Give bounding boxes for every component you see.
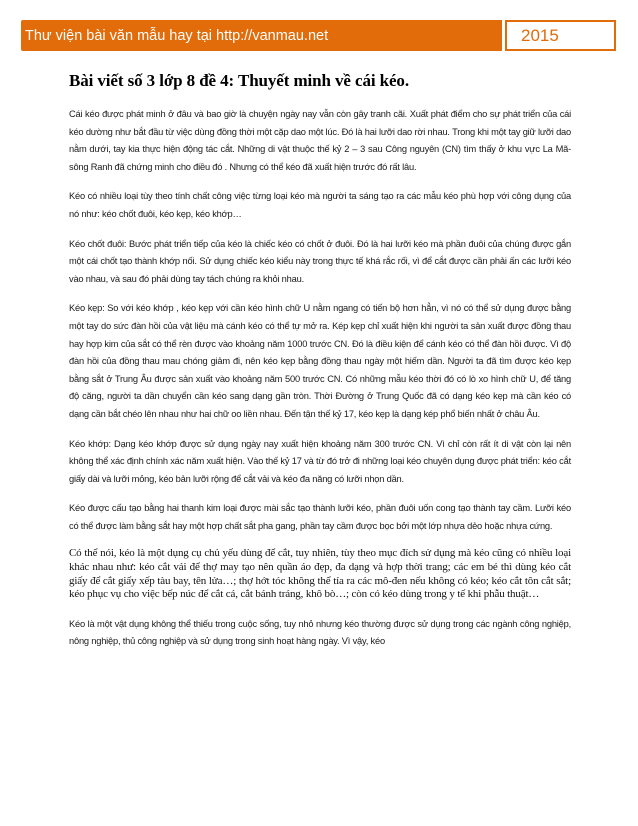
header-site-text[interactable]: Thư viện bài văn mẫu hay tại http://vanmau.net [25,27,329,44]
page-header [21,20,616,51]
paragraph-joint-scissors: Kéo khớp: Dạng kéo khớp được sử dụng ngày nay xuất hiện khoảng năm 300 trước CN. Vì chỉ còn rất ít di vật còn lại nên không thể xác định chính xác năm xuất hiện. Vào thế kỷ 17 và từ đó trở đi những loại kéo chuyên dụng được phát triển: kéo cắt giấy dài và lưỡi mỏng, kéo bản lưỡi rộng để cắt vải và kéo đa năng có lưỡi nhọn dần. [69,438,571,484]
article-body [69,70,571,663]
paragraph-importance: Kéo là một vật dụng không thể thiếu trong cuộc sống, tuy nhỏ nhưng kéo thường được sử dụng trong các ngành công nghiệp, nông nghiệp, thủ công nghiệp và sử dụng trong sinh hoạt hàng ngày. Vì vậy, kéo [69,618,571,647]
header-site-banner [21,20,502,51]
paragraph-origin: Cái kéo được phát minh ở đâu và bao giờ là chuyện ngày nay vẫn còn gây tranh cãi. Xuất phát điểm cho sự phát triển của cái kéo dường như bắt đầu từ việc dùng đồng thời một cặp dao một lúc. Đó là hai lưỡi dao rời nhau. Trong khi một tay giữ lưỡi dao nằm dưới, tay kia thực hiện động tác cắt. Những di vật thuộc thế kỷ 2 – 3 sau Công nguyên (CN) tìm thấy ở khu vực La Mã- sông Ranh đã chứng minh cho điều đó . Nhưng có thể kéo đã xuất hiện trước đó rất lâu. [69,109,571,172]
paragraph-structure: Kéo được cấu tạo bằng hai thanh kim loại được mài sắc tạo thành lưỡi kéo, phần đuôi uốn cong tạo thành tay cầm. Lưỡi kéo có thể được làm bằng sắt hay một hợp chất sắt pha gang, phần tay cầm được bọc bởi một lớp nhựa dẻo hoặc nhựa cứng. [69,503,571,531]
header-year-box [505,20,616,51]
paragraph-types: Kéo có nhiều loại tùy theo tính chất công việc từng loại kéo mà người ta sáng tạo ra các mẫu kéo phù hợp với công dụng của nó như: kéo chốt đuôi, kéo kẹp, kéo khớp… [69,191,571,219]
paragraph-tail-pin-scissors: Kéo chốt đuôi: Bước phát triển tiếp của kéo là chiếc kéo có chốt ở đuôi. Đó là hai lưỡi kéo mà phần đuôi của chúng được gắn một cái chốt tạo thành khớp nối. Sử dụng chiếc kéo kiểu này trong thực tế khá rắc rối, vì để cắt được cần phải ấn các lưỡi kéo vào nhau, và sau đó phải dùng tay tách chúng ra khỏi nhau. [69,238,571,284]
paragraph-clamp-scissors: Kéo kẹp: So với kéo khớp , kéo kẹp với cần kéo hình chữ U nằm ngang có tiến bộ hơn hẳn, vì nó có thể sử dụng được bằng một tay do sức đàn hồi của vật liệu mà cánh kéo có thể tự mở ra. Kép kẹp chỉ xuất hiện khi người ta sản xuất được đồng thau hay hợp kim của sắt có thể rèn được vào khoảng năm 1000 trước CN. Đó là điều kiện để cánh kéo có thể đàn hồi được. Vì độ đàn hồi của đồng thau mau chóng giảm đi, nên kéo kẹp bằng đồng thau ngày một hiếm dần. Người ta đã tìm được kéo kẹp bằng sắt ở Trung Âu được sản xuất vào khoảng năm 500 trước CN. Có những mẫu kéo thời đó có lò xo hình chữ U, để tăng độ căng, người ta dần chuyển cần kéo sang dạng gần tròn. Thời Đường ở Trung Quốc đã có dạng kéo kẹp mà cần kéo có dạng cần bắt chéo lên nhau như hai chữ oo liền nhau. Đến tận thế kỷ 17, kéo kẹp là dạng kép phổ biến nhất ở châu Âu. [69,303,571,419]
header-year: 2015 [521,25,559,45]
paragraph-uses: Có thể nói, kéo là một dụng cụ chủ yếu dùng để cắt, tuy nhiên, tùy theo mục đích sử dụng mà kéo cũng có nhiều loại khác nhau như: kéo cắt vải để thợ may tạo nên quần áo đẹp, đa dạng và hợp thời trang; các em bé thì dùng kéo cắt giấy để cắt giấy xếp tàu bay, tên lửa…; thợ hớt tóc không thể tỉa ra các mô-đen nếu không có kéo; kéo cắt tôn cắt sắt; kéo phục vụ cho việc bếp núc để cắt cá, cắt bánh tráng, khô bò…; còn có kéo dùng trong y tế khi phẫu thuật… [69,547,571,601]
article-title: Bài viết số 3 lớp 8 đề 4: Thuyết minh về cái kéo. [69,71,409,90]
